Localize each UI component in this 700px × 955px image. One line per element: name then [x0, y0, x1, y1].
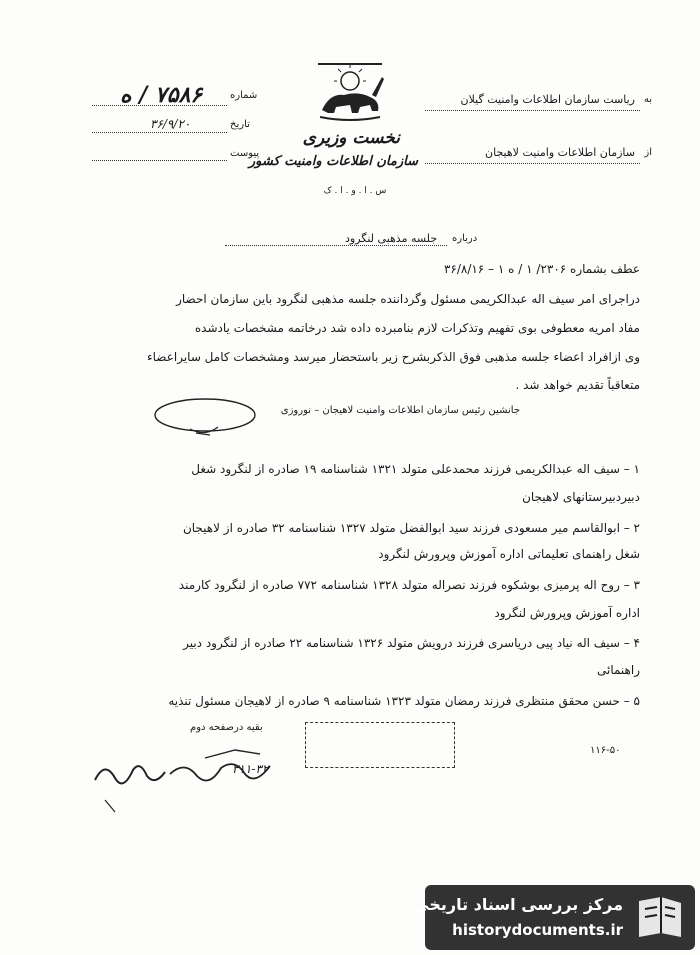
to-label: به [643, 94, 652, 105]
member-item: ۵ – حسن محقق منتظری فرزند رمضان متولد ۱۳۲۳ شناسنامه ۹ صادره از لاهیجان مسئول تنذیه [168, 694, 640, 708]
member-text: حسن محقق منتظری فرزند رمضان متولد ۱۳۲۳ شناسنامه ۹ صادره از لاهیجان مسئول تنذیه [168, 694, 620, 708]
to-line [425, 110, 640, 111]
lion-sun-emblem-icon [300, 55, 400, 125]
signature-title: جانشین رئیس سازمان اطلاعات وامنیت لاهیجان – نوروزی [280, 405, 520, 416]
member-item-cont: راهنمائی [596, 663, 640, 677]
member-item-cont: شغل راهنمای تعلیماتی اداره آموزش وپرورش لنگرود [378, 547, 640, 561]
attachment-label: پیوست [230, 148, 260, 159]
member-item: ۳ – روح اله پرمیزی بوشکوه فرزند نصراله متولد ۱۳۲۸ شناسنامه ۷۷۲ صادره از لنگرود کارمند [178, 578, 640, 592]
attachment-line [92, 160, 227, 161]
handwritten-signature-icon [85, 740, 285, 830]
member-item-cont: دبیردبیرستانهای لاهیجان [522, 490, 640, 504]
number-value: ۷۵۸۶ / ه [120, 82, 203, 108]
member-item: ۲ – ابوالقاسم میر مسعودی فرزند سید ابوالفضل متولد ۱۳۲۷ شناسنامه ۳۲ صادره از لاهیجان [182, 521, 640, 535]
subject-line [225, 245, 447, 246]
subject-label: درباره [452, 233, 478, 244]
member-number: ۲ [633, 521, 640, 535]
from-label: از [644, 147, 652, 158]
paragraph-line: متعاقباً تقدیم خواهد شد . [515, 378, 640, 392]
from-value: سازمان اطلاعات وامنیت لاهیجان [485, 146, 635, 159]
date-line [92, 132, 227, 133]
stamp-box [305, 722, 455, 768]
org-code: س . ا . و . ا . ک [323, 186, 387, 196]
member-text: روح اله پرمیزی بوشکوه فرزند نصراله متولد ۱۳۲۸ شناسنامه ۷۷۲ صادره از لنگرود کارمند [178, 578, 620, 592]
number-label: شماره [230, 90, 258, 101]
date-label: تاریخ [230, 119, 250, 130]
paragraph-line: دراجرای امر سیف اله عبدالکریمی مسئول وگرداننده جلسه مذهبی لنگرود باین سازمان احضار [176, 292, 640, 306]
brand-logo-icon [633, 893, 687, 943]
brand-url: historydocuments.ir [452, 921, 623, 939]
member-number: ۴ [633, 636, 640, 650]
member-item: ۱ – سیف اله عبدالکریمی فرزند محمدعلی متولد ۱۳۲۱ شناسنامه ۱۹ صادره از لنگرود شغل [191, 462, 640, 476]
page-code: ۱۱۶-۵۰ [590, 745, 621, 756]
member-number: ۳ [633, 578, 640, 592]
member-number: ۱ [633, 462, 640, 476]
brand-name: مرکز بررسی اسناد تاریخی [413, 895, 623, 914]
continue-note: بقیه درصفحه دوم [190, 722, 263, 733]
number-line [92, 105, 227, 106]
date-value: ۳۶/۹/۲۰ [150, 117, 191, 131]
member-text: ابوالقاسم میر مسعودی فرزند سید ابوالفضل متولد ۱۳۲۷ شناسنامه ۳۲ صادره از لاهیجان [182, 521, 620, 535]
subject-value: جلسه مذهبی لنگرود [345, 232, 438, 245]
member-item-cont: اداره آموزش وپرورش لنگرود [494, 606, 640, 620]
handwritten-code: ۳۱۱-۳۲ [232, 762, 269, 776]
from-line [425, 163, 640, 164]
member-number: ۵ [633, 694, 640, 708]
paragraph-line: وی ازافراد اعضاء جلسه مذهبی فوق الذکربشرح زیر باستحضار میرسد ومشخصات کامل سایراعضاء [147, 350, 640, 364]
brand-watermark [413, 885, 695, 950]
member-item: ۴ – سیف اله نیاد پیی دریاسری فرزند درویش متولد ۱۳۲۶ شناسنامه ۲۲ صادره از لنگرود دبیر [183, 636, 640, 650]
signature-scribble-icon [150, 393, 260, 441]
ministry-title: نخست وزیری [302, 128, 400, 148]
to-value: ریاست سازمان اطلاعات وامنیت گیلان [460, 93, 635, 106]
member-text: سیف اله نیاد پیی دریاسری فرزند درویش متولد ۱۳۲۶ شناسنامه ۲۲ صادره از لنگرود دبیر [183, 636, 620, 650]
org-title: سازمان اطلاعات وامنیت کشور [248, 154, 418, 169]
member-text: سیف اله عبدالکریمی فرزند محمدعلی متولد ۱۳۲۱ شناسنامه ۱۹ صادره از لنگرود شغل [191, 462, 620, 476]
paragraph-line: مفاد امریه معطوفی بوی تفهیم وتذکرات لازم بنامبرده داده شد درخاتمه مشخصات یادشده [194, 321, 640, 335]
reference-line: عطف بشماره ۲۳۰۶/ ۱ / ه ۱ – ۳۶/۸/۱۶ [443, 262, 640, 276]
